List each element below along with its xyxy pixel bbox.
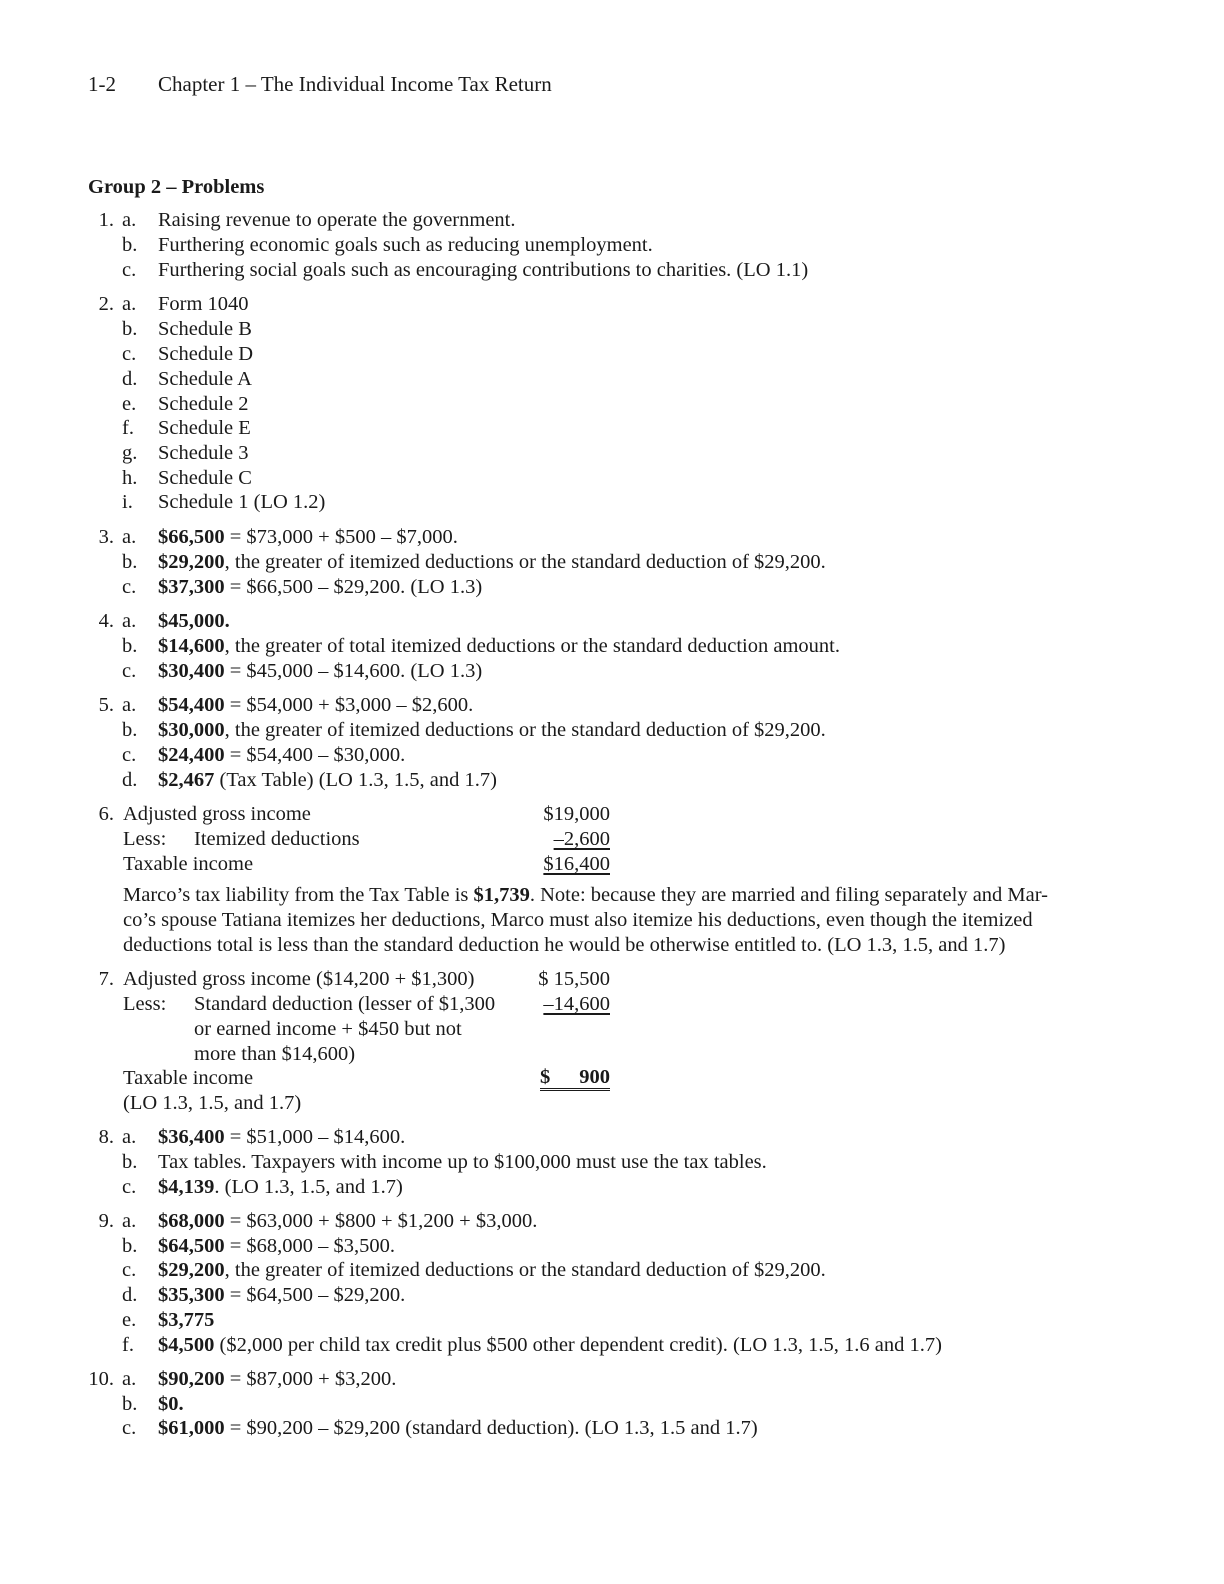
chapter-title: Chapter 1 – The Individual Income Tax Return — [158, 72, 552, 96]
item-letter: a. — [122, 293, 137, 315]
item-letter: b. — [122, 1393, 138, 1415]
answer-text: Schedule 2 — [158, 393, 249, 415]
less-label: Less: — [123, 828, 167, 850]
answer-text: $68,000 = $63,000 + $800 + $1,200 + $3,000. — [158, 1210, 538, 1232]
item-letter: c. — [122, 1259, 137, 1281]
answer-text: $14,600, the greater of total itemized deductions or the standard deduction amount. — [158, 635, 840, 657]
answer-text: $61,000 = $90,200 – $29,200 (standard deduction). (LO 1.3, 1.5 and 1.7) — [158, 1417, 758, 1439]
item-letter: i. — [122, 491, 133, 513]
schedule-amount: –14,600 — [543, 993, 610, 1015]
item-letter: b. — [122, 719, 138, 741]
answer-amount: $3,775 — [158, 1309, 215, 1331]
problem-number: 8. — [98, 1126, 114, 1148]
answer-text: Form 1040 — [158, 293, 249, 315]
answer-amount: $4,500 — [158, 1334, 215, 1356]
answer-amount: $30,000 — [158, 719, 225, 741]
problem-number: 5. — [98, 694, 114, 716]
schedule-label: Adjusted gross income — [123, 803, 311, 825]
answer-amount: $61,000 — [158, 1417, 225, 1439]
item-letter: b. — [122, 1235, 138, 1257]
schedule-label: Taxable income — [123, 1067, 254, 1089]
answer-text: $37,300 = $66,500 – $29,200. (LO 1.3) — [158, 576, 483, 598]
item-letter: a. — [122, 526, 137, 548]
answer-text: $54,400 = $54,000 + $3,000 – $2,600. — [158, 694, 474, 716]
answer-amount: $0. — [158, 1393, 184, 1415]
item-letter: b. — [122, 551, 138, 573]
answer-amount: $54,400 — [158, 694, 225, 716]
problem-number: 9. — [98, 1210, 114, 1232]
item-letter: a. — [122, 610, 137, 632]
answer-amount: $29,200 — [158, 1259, 225, 1281]
problem-number: 1. — [98, 209, 114, 231]
answer-text: $90,200 = $87,000 + $3,200. — [158, 1368, 397, 1390]
item-letter: d. — [122, 769, 138, 791]
item-letter: h. — [122, 467, 138, 489]
answer-text: Schedule A — [158, 368, 252, 390]
item-letter: f. — [122, 1334, 134, 1356]
note-text: co’s spouse Tatiana itemizes her deductions, Marco must also itemize his deductions, even though the itemized — [123, 909, 1033, 931]
problem-number: 2. — [98, 293, 114, 315]
item-letter: c. — [122, 576, 137, 598]
problem-number: 10. — [88, 1368, 114, 1390]
item-letter: c. — [122, 259, 137, 281]
answer-text: Schedule 1 (LO 1.2) — [158, 491, 326, 513]
item-letter: d. — [122, 368, 138, 390]
answer-text: Furthering social goals such as encouraging contributions to charities. (LO 1.1) — [158, 259, 809, 281]
problem-number: 3. — [98, 526, 114, 548]
item-letter: b. — [122, 635, 138, 657]
item-letter: e. — [122, 1309, 137, 1331]
answer-text: Schedule C — [158, 467, 252, 489]
schedule-amount: $16,400 — [543, 853, 610, 875]
schedule-label: Taxable income — [123, 853, 254, 875]
answer-text: $30,400 = $45,000 – $14,600. (LO 1.3) — [158, 660, 483, 682]
answer-amount: $36,400 — [158, 1126, 225, 1148]
answer-amount: $37,300 — [158, 576, 225, 598]
item-letter: a. — [122, 209, 137, 231]
answer-text: Schedule E — [158, 417, 251, 439]
answer-amount: $14,600 — [158, 635, 225, 657]
answer-text: $2,467 (Tax Table) (LO 1.3, 1.5, and 1.7) — [158, 769, 497, 791]
item-letter: a. — [122, 1368, 137, 1390]
schedule-amount: –2,600 — [553, 828, 610, 850]
answer-text: Schedule 3 — [158, 442, 249, 464]
answer-text: $29,200, the greater of itemized deductions or the standard deduction of $29,200. — [158, 1259, 826, 1281]
answer-amount: $64,500 — [158, 1235, 225, 1257]
schedule-label: Standard deduction (lesser of $1,300 — [194, 993, 496, 1015]
answer-text: $64,500 = $68,000 – $3,500. — [158, 1235, 396, 1257]
problem-number: 6. — [98, 803, 114, 825]
answer-amount: $1,739 — [473, 884, 530, 906]
answer-text: $4,500 ($2,000 per child tax credit plus $500 other dependent credit). (LO 1.3, 1.5, 1.6 and 1.7) — [158, 1334, 942, 1356]
item-letter: e. — [122, 393, 137, 415]
schedule-amount: $ 15,500 — [538, 968, 610, 990]
schedule-amount: $19,000 — [543, 803, 610, 825]
schedule-label: Adjusted gross income ($14,200 + $1,300) — [123, 968, 475, 990]
answer-amount: $68,000 — [158, 1210, 225, 1232]
problem-number: 7. — [98, 968, 114, 990]
schedule-label: more than $14,600) — [194, 1043, 356, 1065]
answer-text: Schedule D — [158, 343, 254, 365]
answer-text: Schedule B — [158, 318, 252, 340]
item-letter: c. — [122, 1176, 137, 1198]
answer-amount: $35,300 — [158, 1284, 225, 1306]
item-letter: c. — [122, 343, 137, 365]
answer-amount: $24,400 — [158, 744, 225, 766]
item-letter: g. — [122, 442, 138, 464]
taxable-income-total: $ 900 — [540, 1066, 610, 1091]
schedule-label: or earned income + $450 but not — [194, 1018, 462, 1040]
item-letter: a. — [122, 694, 137, 716]
answer-text: $24,400 = $54,400 – $30,000. — [158, 744, 406, 766]
schedule-label: Itemized deductions — [194, 828, 360, 850]
note-text: deductions total is less than the standard deduction he would be otherwise entitled to. (LO 1.3, 1.5, and 1.7) — [123, 934, 1006, 956]
answer-text: Furthering economic goals such as reducing unemployment. — [158, 234, 653, 256]
answer-text: $4,139. (LO 1.3, 1.5, and 1.7) — [158, 1176, 403, 1198]
note-text: Marco’s tax liability from the Tax Table is $1,739. Note: because they are married and filing separately and Mar- — [123, 884, 1049, 906]
answer-text: $66,500 = $73,000 + $500 – $7,000. — [158, 526, 458, 548]
item-letter: d. — [122, 1284, 138, 1306]
answer-text: $29,200, the greater of itemized deductions or the standard deduction of $29,200. — [158, 551, 826, 573]
lo-reference: (LO 1.3, 1.5, and 1.7) — [123, 1092, 302, 1114]
section-title: Group 2 – Problems — [88, 176, 265, 198]
less-label: Less: — [123, 993, 167, 1015]
item-letter: a. — [122, 1126, 137, 1148]
answer-amount: $66,500 — [158, 526, 225, 548]
answer-amount: $2,467 — [158, 769, 215, 791]
problem-number: 4. — [98, 610, 114, 632]
answer-text: $35,300 = $64,500 – $29,200. — [158, 1284, 406, 1306]
answer-text: Tax tables. Taxpayers with income up to $100,000 must use the tax tables. — [158, 1151, 767, 1173]
answer-amount: $29,200 — [158, 551, 225, 573]
page-number: 1-2 — [88, 72, 116, 96]
answer-amount: $30,400 — [158, 660, 225, 682]
answer-text: $36,400 = $51,000 – $14,600. — [158, 1126, 406, 1148]
item-letter: a. — [122, 1210, 137, 1232]
item-letter: b. — [122, 234, 138, 256]
item-letter: c. — [122, 660, 137, 682]
item-letter: f. — [122, 417, 134, 439]
item-letter: b. — [122, 318, 138, 340]
answer-text: $30,000, the greater of itemized deductions or the standard deduction of $29,200. — [158, 719, 826, 741]
answer-amount: $45,000. — [158, 610, 230, 632]
answer-amount: $4,139 — [158, 1176, 215, 1198]
item-letter: b. — [122, 1151, 138, 1173]
item-letter: c. — [122, 744, 137, 766]
item-letter: c. — [122, 1417, 137, 1439]
answer-amount: $90,200 — [158, 1368, 225, 1390]
answer-text: Raising revenue to operate the government. — [158, 209, 516, 231]
